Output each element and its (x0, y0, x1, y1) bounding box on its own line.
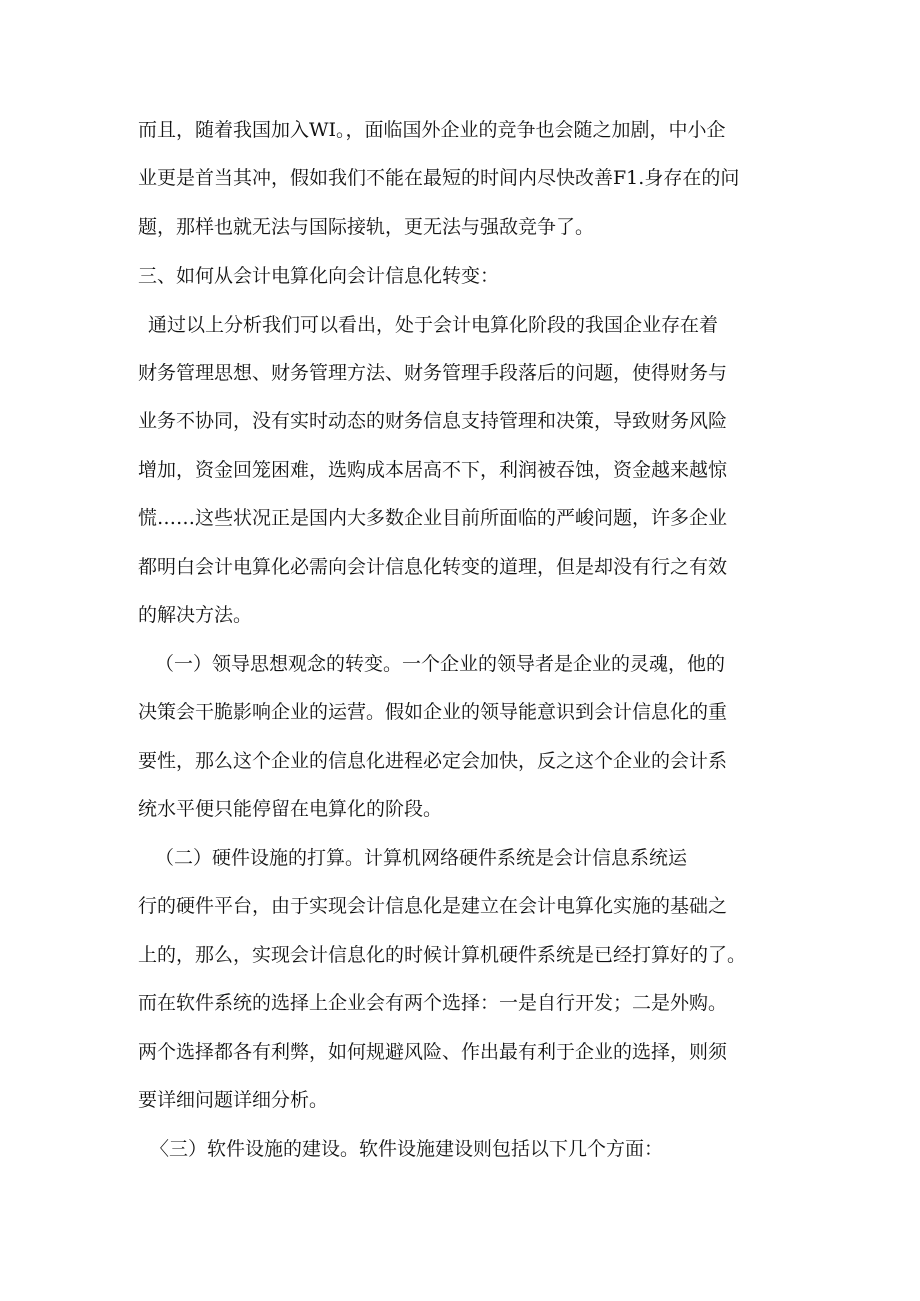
text-line: 慌……这些状况正是国内大多数企业目前所面临的严峻问题，许多企业 (138, 507, 728, 529)
text-line: 增加，资金回笼困难，选购成本居高不下，利润被吞蚀，资金越来越惊 (138, 459, 728, 481)
text-line: （一）领导思想观念的转变。一个企业的领导者是企业的灵魂，他的 (155, 653, 726, 675)
text-line: 上的，那么，实现会计信息化的时候计算机硬件系统是已经打算好的了。 (138, 944, 747, 966)
text-line: 而且，随着我国加入WI。，面临国外企业的竞争也会随之加剧，中小企 (138, 119, 726, 141)
text-line: 两个选择都各有利弊，如何规避风险、作出最有利于企业的选择，则须 (138, 1041, 728, 1063)
text-line: 〈三）软件设施的建设。软件设施建设则包括以下几个方面： (150, 1138, 664, 1160)
text-line: 要详细问题详细分析。 (138, 1089, 329, 1111)
text-line: 统水平便只能停留在电算化的阶段。 (138, 798, 443, 820)
text-line: （二）硬件设施的打算。计算机网络硬件系统是会计信息系统运 (155, 847, 688, 869)
text-line: 决策会干脆影响企业的运营。假如企业的领导能意识到会计信息化的重 (138, 701, 728, 723)
text-line: 业更是首当其冲，假如我们不能在最短的时间内尽快改善F1.身存在的问 (138, 167, 740, 189)
section-heading: 三、如何从会计电算化向会计信息化转变： (138, 265, 500, 287)
text-line: 要性，那么这个企业的信息化进程必定会加快，反之这个企业的会计系 (138, 750, 728, 772)
text-line: 题，那样也就无法与国际接轨，更无法与强敌竞争了。 (138, 216, 595, 238)
text-line: 通过以上分析我们可以看出，处于会计电算化阶段的我国企业存在着 (148, 314, 719, 336)
text-line: 而在软件系统的选择上企业会有两个选择：一是自行开发；二是外购。 (138, 992, 728, 1014)
text-line: 财务管理思想、财务管理方法、财务管理手段落后的问题，使得财务与 (138, 362, 728, 384)
text-line: 的解决方法。 (138, 604, 253, 626)
text-line: 行的硬件平台，由于实现会计信息化是建立在会计电算化实施的基础之 (138, 895, 728, 917)
text-line: 业务不协同，没有实时动态的财务信息支持管理和决策，导致财务风险 (138, 410, 728, 432)
text-line: 都明白会计电算化必需向会计信息化转变的道理，但是却没有行之有效 (138, 556, 728, 578)
